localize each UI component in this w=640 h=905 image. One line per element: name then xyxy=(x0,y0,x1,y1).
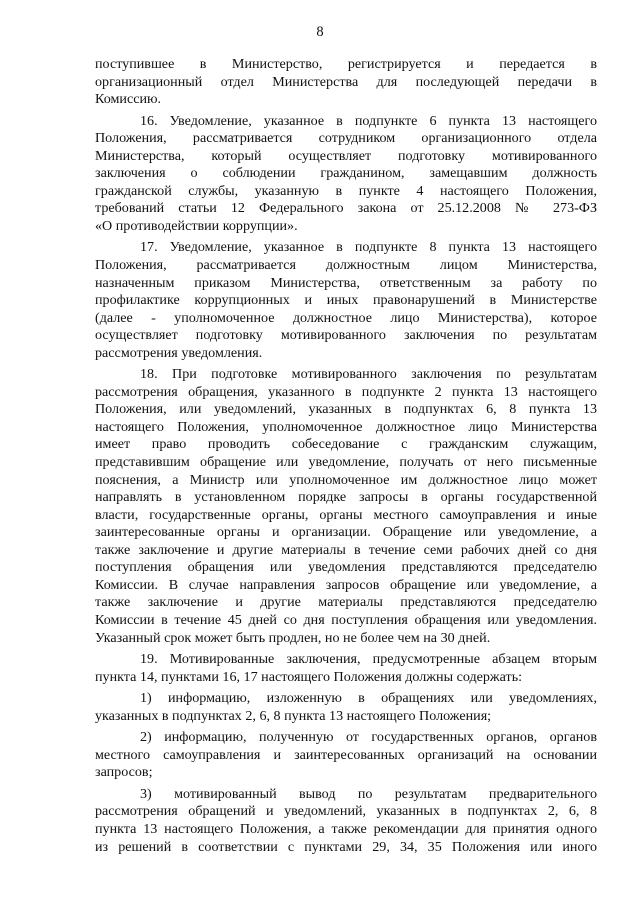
text-line: 17. Уведомление, указанное в подпункте 8 пункта 13 настоящего xyxy=(140,239,597,256)
page-number: 8 xyxy=(316,24,324,40)
paragraph xyxy=(95,786,597,856)
text-line: 16. Уведомление, указанное в подпункте 6 пункта 13 настоящего xyxy=(140,112,597,129)
text-line: настоящего Положения, уполномоченное должностное лицо Министерства xyxy=(95,418,597,435)
text-line: запросов; xyxy=(95,764,153,781)
text-line: Положения, рассматривается должностным лицом Министерства, xyxy=(95,257,597,274)
paragraph xyxy=(95,366,597,647)
text-line: Положения, рассматривается сотрудником организационного отдела xyxy=(95,130,597,147)
text-line: также заключение и другие материалы представляются председателю xyxy=(95,594,597,611)
text-line: из решений в соответствии с пунктами 29, 34, 35 Положения или иного xyxy=(95,838,597,855)
paragraph xyxy=(95,729,597,782)
text-line: рассмотрения обращений и уведомлений, указанных в подпунктах 2, 6, 8 xyxy=(95,803,597,820)
document-body xyxy=(95,56,597,860)
text-line: профилактике коррупционных и иных правонарушений в Министерстве xyxy=(95,292,597,309)
text-line: требований статьи 12 Федерального закона от 25.12.2008 № 273-ФЗ xyxy=(95,200,597,217)
text-line: 18. При подготовке мотивированного заключения по результатам xyxy=(140,366,597,383)
paragraph xyxy=(95,113,597,236)
paragraph xyxy=(95,56,597,109)
text-line: гражданской службы, указанную в пункте 4 настоящего Положения, xyxy=(95,182,597,199)
text-line: местного самоуправления и заинтересованных организаций на основании xyxy=(95,746,597,763)
text-line: организационный отдел Министерства для последующей передачи в xyxy=(95,73,597,90)
text-line: Комиссии. В случае направления запросов обращение или уведомление, а xyxy=(95,576,597,593)
paragraph xyxy=(95,651,597,686)
text-line: 2) информацию, полученную от государственных органов, органов xyxy=(140,729,597,746)
text-line: Комиссии в течение 45 дней со дня поступления обращения или уведомления. xyxy=(95,611,597,628)
text-line: направлять в установленном порядке запросы в органы государственной xyxy=(95,489,597,506)
text-line: рассмотрения обращения, указанного в подпункте 2 пункта 13 настоящего xyxy=(95,383,597,400)
text-line: Министерства, который осуществляет подготовку мотивированного xyxy=(95,147,597,164)
text-line: осуществляет подготовку мотивированного заключения по результатам xyxy=(95,327,597,344)
text-line: Комиссию. xyxy=(95,91,162,108)
text-line: представившим обращение или уведомление, получать от него письменные xyxy=(95,454,597,471)
text-line: Положения, или уведомлений, указанных в подпунктах 6, 8 пункта 13 xyxy=(95,401,597,418)
text-line: пояснения, а Министр или уполномоченное им должностное лицо может xyxy=(95,471,597,488)
text-line: указанных в подпунктах 2, 6, 8 пункта 13 настоящего Положения; xyxy=(95,707,492,724)
text-line: пункта 14, пунктами 16, 17 настоящего Положения должны содержать: xyxy=(95,668,523,685)
paragraph xyxy=(95,690,597,725)
text-line: рассмотрения уведомления. xyxy=(95,344,263,361)
text-line: назначенным приказом Министерства, ответственным за работу по xyxy=(95,274,597,291)
text-line: 3) мотивированный вывод по результатам предварительного xyxy=(140,785,597,802)
text-line: власти, государственные органы, органы местного самоуправления и иные xyxy=(95,506,597,523)
text-line: (далее - уполномоченное должностное лицо Министерства), которое xyxy=(95,309,597,326)
text-line: поступившее в Министерство, регистрируется и передается в xyxy=(95,56,597,72)
text-line: 1) информацию, изложенную в обращениях или уведомлениях, xyxy=(140,690,597,707)
text-line: «О противодействии коррупции». xyxy=(95,217,298,234)
text-line: поступления обращения или уведомления представляются председателю xyxy=(95,559,597,576)
text-line: заинтересованные органы и организации. Обращение или уведомление, а xyxy=(95,524,597,541)
text-line: Указанный срок может быть продлен, но не более чем на 30 дней. xyxy=(95,629,491,646)
text-line: 19. Мотивированные заключения, предусмотренные абзацем вторым xyxy=(140,651,597,668)
paragraph xyxy=(95,239,597,362)
text-line: имеет право проводить собеседование с гражданским служащим, xyxy=(95,436,597,453)
text-line: заключения о соблюдении гражданином, замещавшим должность xyxy=(95,165,597,182)
text-line: пункта 13 настоящего Положения, а также рекомендации для принятия одного xyxy=(95,820,597,837)
text-line: также заключение и другие материалы в течение семи рабочих дней со дня xyxy=(95,541,597,558)
